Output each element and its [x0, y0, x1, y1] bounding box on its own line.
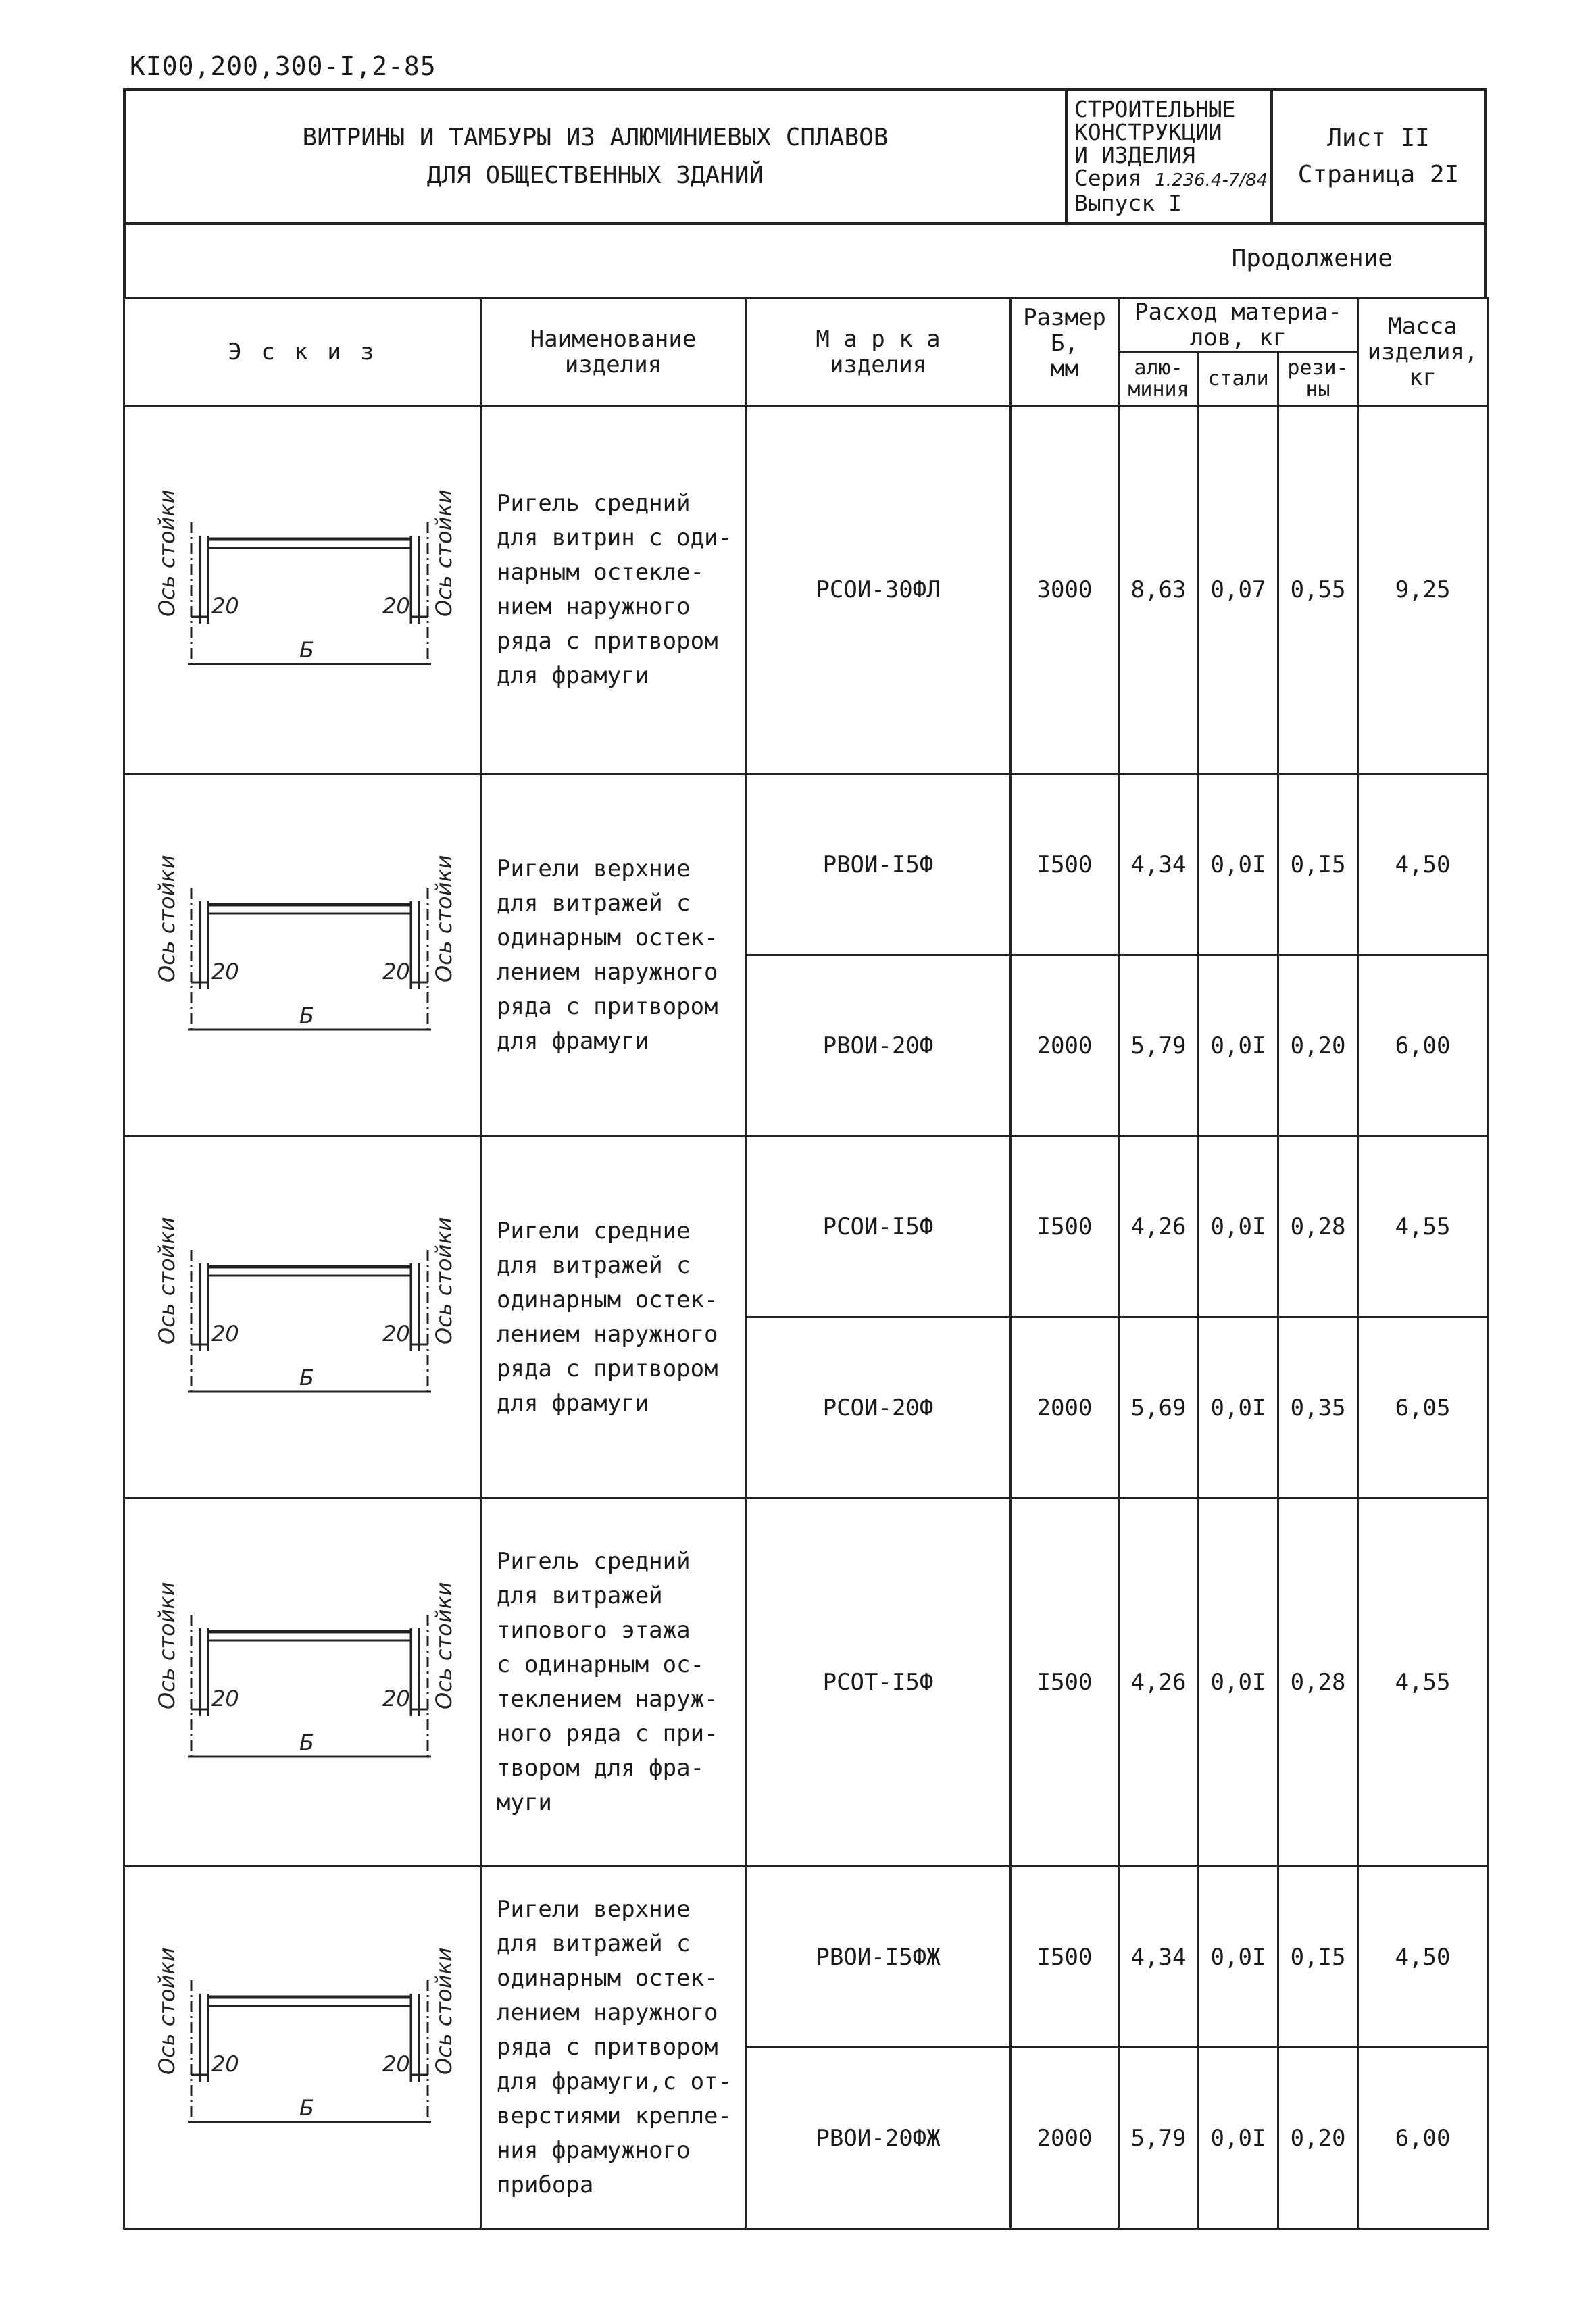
continuation-bar: [123, 222, 1487, 297]
product-name-line: для витрин с оди-: [497, 524, 732, 551]
series-number: [1074, 167, 1270, 192]
col-rubber: [1278, 352, 1358, 406]
table-row: [124, 406, 1488, 774]
sketch-cell: [124, 1867, 481, 2229]
product-name-line: верстиями крепле-: [497, 2103, 732, 2130]
product-name-line: Ригели верхние: [497, 1896, 691, 1923]
col-material-l2: лов, кг: [1189, 324, 1287, 351]
cell-mark: РВОИ-I5Ф: [746, 774, 1011, 955]
cell-mark: РСОИ-20Ф: [746, 1317, 1011, 1499]
col-name-l2: изделия: [564, 351, 662, 378]
product-name: [481, 774, 746, 1136]
cell-steel: 0,07: [1199, 406, 1278, 774]
product-name-line: лением наружного: [497, 1320, 718, 1348]
cell-steel: 0,0I: [1199, 1867, 1278, 2048]
span-label: Б: [299, 637, 314, 663]
document-title: [124, 89, 1066, 224]
cell-size: 3000: [1011, 406, 1119, 774]
cell-mass: 6,05: [1358, 1317, 1488, 1499]
axis-label-left: Ось стойки: [153, 1216, 180, 1344]
rail-sketch-drawing: [127, 1554, 478, 1811]
sheet-info: [1272, 89, 1485, 224]
cell-mass: 4,55: [1358, 1136, 1488, 1317]
product-name-line: типового этажа: [497, 1617, 691, 1644]
series-line-2: КОНСТРУКЦИИ: [1074, 119, 1222, 145]
cell-alum: 4,26: [1119, 1136, 1199, 1317]
col-name-l1: Наименование: [530, 326, 697, 353]
cell-size: I500: [1011, 1499, 1119, 1867]
cell-mark: РВОИ-20ФЖ: [746, 2048, 1011, 2229]
product-name: [481, 406, 746, 774]
product-name-line: лением наружного: [497, 1999, 718, 2026]
col-size-l3: мм: [1051, 355, 1078, 382]
offset-label-right: 20: [382, 593, 410, 619]
table-row: [124, 1499, 1488, 1867]
axis-label-right: Ось стойки: [430, 1946, 457, 2075]
product-name-line: муги: [497, 1789, 552, 1816]
product-name-line: твором для фра-: [497, 1755, 705, 1782]
product-name: [481, 1136, 746, 1499]
axis-label-right: Ось стойки: [430, 1582, 457, 1709]
product-name-line: для витражей с: [497, 889, 691, 917]
cell-mark: РСОТ-I5Ф: [746, 1499, 1011, 1867]
table-row: [124, 774, 1488, 955]
sketch-cell: [124, 1136, 481, 1499]
offset-label-right: 20: [382, 958, 410, 984]
cell-rubber: 0,20: [1278, 2048, 1358, 2229]
product-name-line: ния фрамужного: [497, 2137, 691, 2164]
axis-label-left: Ось стойки: [153, 1582, 180, 1709]
col-alum: [1119, 352, 1199, 406]
col-size-l1: Размер: [1023, 304, 1106, 331]
cell-alum: 5,69: [1119, 1317, 1199, 1499]
sheet-number: Лист II: [1327, 124, 1430, 152]
product-name-line: Ригель средний: [497, 1548, 691, 1575]
cell-steel: 0,0I: [1199, 2048, 1278, 2229]
cell-steel: 0,0I: [1199, 1317, 1278, 1499]
col-mark-l1: М а р к а: [816, 326, 941, 353]
title-line-2: ДЛЯ ОБЩЕСТВЕННЫХ ЗДАНИЙ: [426, 161, 764, 189]
col-mass: [1358, 299, 1488, 406]
product-name-line: Ригели верхние: [497, 855, 691, 882]
product-name-line: ряда с притвором: [497, 1355, 718, 1382]
product-name-line: с одинарным ос-: [497, 1651, 705, 1678]
series-info: [1066, 89, 1272, 224]
cell-alum: 4,34: [1119, 1867, 1199, 2048]
cell-rubber: 0,55: [1278, 406, 1358, 774]
cell-rubber: 0,35: [1278, 1317, 1358, 1499]
cell-steel: 0,0I: [1199, 1136, 1278, 1317]
cell-alum: 5,79: [1119, 955, 1199, 1136]
axis-label-right: Ось стойки: [430, 489, 457, 617]
product-name-line: Ригель средний: [497, 490, 691, 517]
cell-rubber: 0,28: [1278, 1136, 1358, 1317]
series-label: Серия: [1074, 165, 1142, 191]
product-name-line: одинарным остек-: [497, 924, 718, 951]
axis-label-left: Ось стойки: [153, 489, 180, 617]
col-mass-l1: Масса: [1388, 313, 1457, 340]
cell-mass: 6,00: [1358, 955, 1488, 1136]
span-label: Б: [299, 1364, 314, 1390]
col-material-l1: Расход материа-: [1134, 299, 1343, 326]
title-line-1: ВИТРИНЫ И ТАМБУРЫ ИЗ АЛЮМИНИЕВЫХ СПЛАВОВ: [302, 123, 889, 151]
product-name: [481, 1867, 746, 2229]
series-line-3: И ИЗДЕЛИЯ: [1074, 142, 1195, 168]
cell-alum: 5,79: [1119, 2048, 1199, 2229]
rail-sketch-drawing: [127, 1919, 478, 2176]
product-name-line: ряда с притвором: [497, 628, 718, 655]
product-name-line: теклением наруж-: [497, 1686, 718, 1713]
title-block: [123, 88, 1487, 225]
sketch-cell: [124, 1499, 481, 1867]
product-name-line: для витражей с: [497, 1930, 691, 1957]
document-code: КI00,200,300-I,2-85: [130, 51, 437, 81]
col-steel: стали: [1199, 352, 1278, 406]
product-name-line: для витражей: [497, 1582, 663, 1609]
product-name-line: одинарным остек-: [497, 1965, 718, 1992]
product-name-line: нием наружного: [497, 593, 691, 620]
cell-rubber: 0,I5: [1278, 774, 1358, 955]
cell-mass: 4,55: [1358, 1499, 1488, 1867]
cell-size: I500: [1011, 774, 1119, 955]
col-rubber-l1: рези-: [1287, 355, 1349, 380]
span-label: Б: [299, 1730, 314, 1755]
offset-label-left: 20: [211, 958, 239, 984]
axis-label-right: Ось стойки: [430, 1216, 457, 1344]
col-name: [481, 299, 746, 406]
col-mass-l2: изделия,: [1367, 338, 1478, 366]
col-mass-l3: кг: [1409, 364, 1437, 391]
product-name-line: нарным остекле-: [497, 559, 705, 586]
col-alum-l2: миния: [1128, 377, 1189, 401]
product-name-line: прибора: [497, 2171, 594, 2198]
cell-alum: 8,63: [1119, 406, 1199, 774]
product-name-line: Ригели средние: [497, 1217, 691, 1244]
product-name-line: ного ряда с при-: [497, 1720, 718, 1747]
product-name-line: для фрамуги: [497, 662, 649, 689]
issue-number: Выпуск I: [1074, 190, 1182, 216]
table-header-row: [124, 299, 1488, 352]
cell-rubber: 0,I5: [1278, 1867, 1358, 2048]
rail-sketch-drawing: [127, 461, 478, 718]
sketch-cell: [124, 774, 481, 1136]
span-label: Б: [299, 2094, 314, 2121]
cell-size: I500: [1011, 1867, 1119, 2048]
product-name-line: для фрамуги: [497, 1027, 649, 1055]
product-name: [481, 1499, 746, 1867]
col-mark: [746, 299, 1011, 406]
series-line-1: СТРОИТЕЛЬНЫЕ: [1074, 96, 1236, 122]
cell-size: I500: [1011, 1136, 1119, 1317]
cell-mark: РСОИ-30ФЛ: [746, 406, 1011, 774]
offset-label-left: 20: [211, 593, 239, 619]
axis-label-left: Ось стойки: [153, 854, 180, 982]
offset-label-left: 20: [211, 2051, 239, 2077]
offset-label-left: 20: [211, 1320, 239, 1347]
sketch-cell: [124, 406, 481, 774]
cell-steel: 0,0I: [1199, 774, 1278, 955]
offset-label-left: 20: [211, 1686, 239, 1711]
product-name-line: ряда с притвором: [497, 992, 718, 1020]
cell-mark: РВОИ-I5ФЖ: [746, 1867, 1011, 2048]
table-row: [124, 1867, 1488, 2048]
cell-size: 2000: [1011, 2048, 1119, 2229]
col-rubber-l2: ны: [1305, 377, 1330, 401]
axis-label-right: Ось стойки: [430, 854, 457, 982]
cell-rubber: 0,28: [1278, 1499, 1358, 1867]
product-name-line: ряда с притвором: [497, 2034, 718, 2061]
col-size: [1011, 299, 1119, 406]
product-name-line: одинарным остек-: [497, 1286, 718, 1313]
cell-steel: 0,0I: [1199, 1499, 1278, 1867]
col-material: [1119, 299, 1358, 352]
cell-alum: 4,34: [1119, 774, 1199, 955]
cell-size: 2000: [1011, 955, 1119, 1136]
cell-mass: 4,50: [1358, 774, 1488, 955]
cell-mass: 4,50: [1358, 1867, 1488, 2048]
cell-size: 2000: [1011, 1317, 1119, 1499]
product-name-line: для фрамуги,с от-: [497, 2068, 732, 2095]
cell-rubber: 0,20: [1278, 955, 1358, 1136]
rail-sketch-drawing: [127, 1189, 478, 1446]
col-mark-l2: изделия: [829, 351, 927, 378]
product-name-line: для фрамуги: [497, 1389, 649, 1417]
products-table: [123, 297, 1489, 2230]
rail-sketch-drawing: [127, 827, 478, 1084]
cell-mass: 9,25: [1358, 406, 1488, 774]
table-row: [124, 1136, 1488, 1317]
cell-mass: 6,00: [1358, 2048, 1488, 2229]
offset-label-right: 20: [382, 2051, 410, 2077]
continuation-label: Продолжение: [1231, 245, 1393, 272]
col-size-l2: Б,: [1051, 330, 1078, 357]
col-sketch: Э с к и з: [124, 299, 481, 406]
span-label: Б: [299, 1002, 314, 1028]
product-name-line: лением наружного: [497, 958, 718, 986]
axis-label-left: Ось стойки: [153, 1946, 180, 2075]
page-number: Страница 2I: [1297, 160, 1460, 188]
cell-mark: РВОИ-20Ф: [746, 955, 1011, 1136]
cell-mark: РСОИ-I5Ф: [746, 1136, 1011, 1317]
series-value: 1.236.4-7/84: [1155, 170, 1268, 191]
col-alum-l1: алю-: [1134, 355, 1183, 380]
offset-label-right: 20: [382, 1320, 410, 1347]
cell-steel: 0,0I: [1199, 955, 1278, 1136]
product-name-line: для витражей с: [497, 1251, 691, 1279]
offset-label-right: 20: [382, 1686, 410, 1711]
cell-alum: 4,26: [1119, 1499, 1199, 1867]
